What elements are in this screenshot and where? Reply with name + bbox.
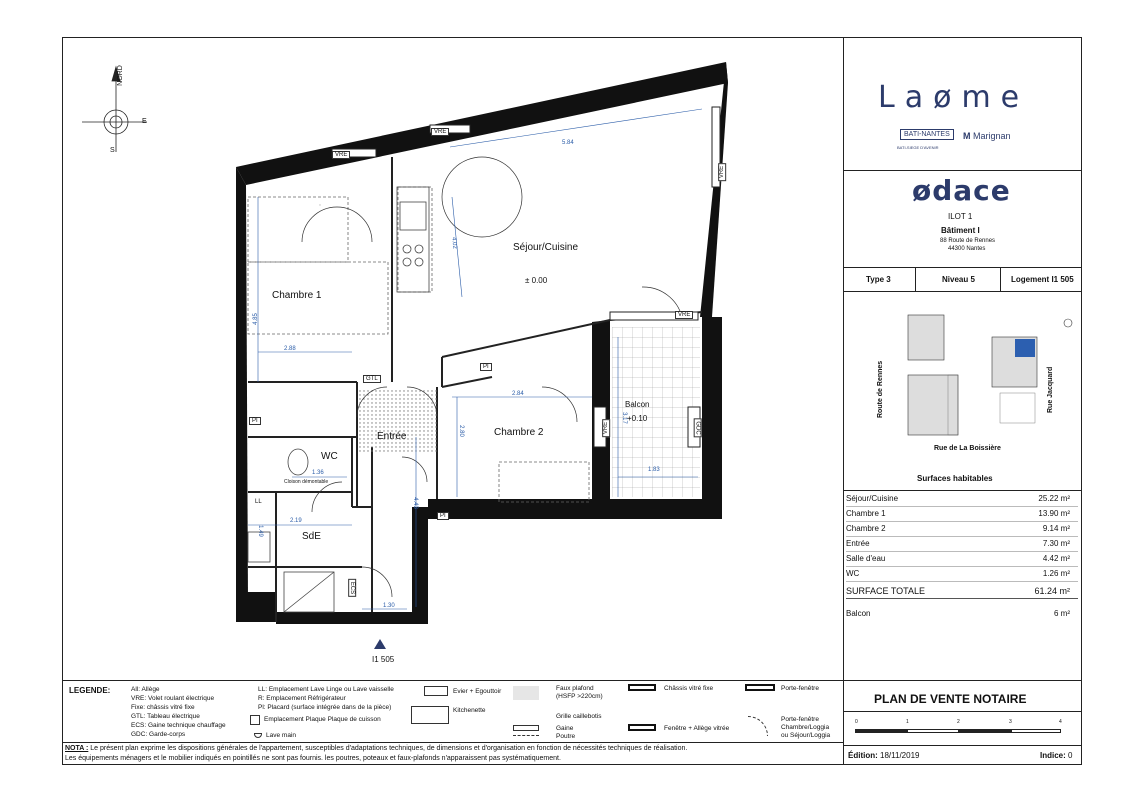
gaine-icon xyxy=(513,725,539,731)
titleblock-divider-bottom xyxy=(843,680,844,765)
floor-plan xyxy=(62,37,843,680)
compass-east-label: E xyxy=(142,118,147,125)
tag-vre: VRE xyxy=(602,419,610,437)
lot-marker-label: I1 505 xyxy=(372,655,395,664)
titleblock-rule xyxy=(843,490,1082,491)
cooktop-icon xyxy=(250,715,260,725)
room-entree-label: Entrée xyxy=(377,431,407,442)
tag-gdc: GDC xyxy=(694,418,702,437)
titleblock-rule xyxy=(843,170,1082,171)
surface-row: Chambre 1 13.90 m² xyxy=(846,507,1078,522)
titleblock-cell-divider xyxy=(1000,267,1001,291)
indice-line: Indice: 0 xyxy=(1040,751,1073,760)
nota-divider xyxy=(62,742,843,743)
room-balcon-label: Balcon xyxy=(625,400,650,409)
address-line1: 88 Route de Rennes xyxy=(940,238,996,244)
tag-gtl: GTL xyxy=(363,375,381,383)
compass-north-label: NORD xyxy=(116,65,124,86)
legend-title: LEGENDE: xyxy=(69,686,111,695)
nota-line2: Les équipements ménagers et le mobilier indiqués en pointillés ne sont pas fournis. les poutres, poteaux et faux-plafonds n'apparaissent pas systématiquement. xyxy=(65,755,561,762)
batiment-label: Bâtiment I xyxy=(941,226,980,235)
legend-item: Pl: Placard (surface intégrée dans de la pièce) xyxy=(258,704,392,711)
tag-vre: VRE xyxy=(718,163,726,181)
dim-label: 4.02 xyxy=(450,236,458,250)
legend-item: GDC: Garde-corps xyxy=(131,731,186,738)
legend-item: Fixe: châssis vitré fixe xyxy=(131,704,195,711)
dim-label: 4.43 xyxy=(411,497,418,509)
titleblock-cell-divider xyxy=(915,267,916,291)
scale-tick: 1 xyxy=(906,719,909,725)
keymap-road1: Route de Rennes xyxy=(877,360,884,418)
logement-label: Logement I1 505 xyxy=(1011,275,1074,284)
room-chambre2-label: Chambre 2 xyxy=(494,427,544,438)
legend-item: Porte-fenêtre xyxy=(781,685,819,692)
tag-vre: VRE xyxy=(675,311,693,319)
surface-row: Chambre 2 9.14 m² xyxy=(846,522,1078,537)
legend-item: ou Séjour/Loggia xyxy=(781,732,831,739)
keymap-road2: Rue Jacquard xyxy=(1047,366,1054,413)
legend-item: Fenêtre + Allège vitrée xyxy=(664,725,730,732)
tag-vre: VRE xyxy=(332,151,350,159)
brand-logo: Laøme xyxy=(878,80,1030,115)
balcon-surface-row: Balcon 6 m² xyxy=(846,609,1070,618)
legend-item: Chambre/Loggia xyxy=(781,724,830,731)
room-wc-label: WC xyxy=(321,451,338,462)
dim-label: 1.30 xyxy=(383,603,395,609)
dim-label: 1.36 xyxy=(312,470,324,476)
surface-row: Entrée 7.30 m² xyxy=(846,537,1078,552)
titleblock-rule xyxy=(843,745,1082,746)
titleblock-rule xyxy=(843,291,1082,292)
scale-bar-segment xyxy=(959,729,1011,733)
dim-label: 4.85 xyxy=(252,313,259,325)
scale-tick: 0 xyxy=(855,719,858,725)
edition-line: Édition: 18/11/2019 xyxy=(848,751,920,760)
legend-item: All: Allège xyxy=(131,686,160,693)
dim-label: 5.84 xyxy=(562,140,574,146)
scale-tick: 2 xyxy=(957,719,960,725)
titleblock-rule xyxy=(843,711,1082,712)
sink-icon xyxy=(424,686,448,696)
partner2-logo: M Marignan xyxy=(963,131,1011,141)
titleblock-rule xyxy=(843,267,1082,268)
surface-total-row: SURFACE TOTALE 61.24 m² xyxy=(846,584,1078,599)
partner1-sub: BATI-SIEGE D'AVENIR xyxy=(897,145,939,150)
legend-item: ECS: Gaine technique chauffage xyxy=(131,722,226,729)
french-door-icon xyxy=(745,684,775,691)
titleblock-divider xyxy=(843,37,844,680)
legend-item: VRE: Volet roulant électrique xyxy=(131,695,215,702)
tag-pi: PI xyxy=(480,363,492,371)
nota-line1: NOTA : Le présent plan exprime les dispositions générales de l'appartement, susceptibles d'adaptations techniques, de dimensions et d'organisation en fonction de nécessités techniques de réalisation. xyxy=(65,745,688,752)
dim-label: 2.84 xyxy=(512,391,524,397)
poutre-icon xyxy=(513,735,539,739)
legend-item: (HSFP >220cm) xyxy=(556,693,603,700)
room-balcon-level: +0.10 xyxy=(627,414,648,423)
scale-bar-segment xyxy=(907,729,959,733)
dim-label: 1.83 xyxy=(648,467,660,473)
legend-item: R: Emplacement Réfrigérateur xyxy=(258,695,346,702)
room-chambre1-label: Chambre 1 xyxy=(272,290,322,301)
dim-label: 2.19 xyxy=(290,518,302,524)
surfaces-title: Surfaces habitables xyxy=(917,474,993,483)
furniture xyxy=(248,187,589,502)
surface-row: WC 1.26 m² xyxy=(846,567,1078,582)
dim-label: 3.17 xyxy=(620,412,627,424)
plan-title: PLAN DE VENTE NOTAIRE xyxy=(874,692,1027,706)
niveau-label: Niveau 5 xyxy=(942,275,975,284)
legend-item: Kitchenette xyxy=(453,707,486,714)
scale-bar-segment xyxy=(855,729,907,733)
tag-pi: PI xyxy=(437,512,449,520)
compass-south-label: S xyxy=(110,147,115,154)
surface-row: Salle d'eau 4.42 m² xyxy=(846,552,1078,567)
entry-marker-arrow xyxy=(374,639,386,649)
tag-pi: PI xyxy=(249,417,261,425)
legend-item: LL: Emplacement Lave Linge ou Lave vaisselle xyxy=(258,686,394,693)
tag-ll: LL xyxy=(255,499,262,505)
legend-item: Poutre xyxy=(556,733,576,740)
scale-tick: 3 xyxy=(1009,719,1012,725)
legend-item: Faux plafond xyxy=(556,685,594,692)
faux-plafond-swatch xyxy=(513,686,539,700)
cloison-label: Cloison démontable xyxy=(284,479,329,485)
scale-bar-segment xyxy=(1011,729,1061,733)
type-label: Type 3 xyxy=(866,275,891,284)
legend-divider xyxy=(62,680,1082,681)
ilot-label: ILOT 1 xyxy=(948,212,973,221)
legend-item: Châssis vitré fixe xyxy=(664,685,714,692)
legend-item: Lave main xyxy=(266,732,296,739)
legend-item: GTL: Tableau électrique xyxy=(131,713,200,720)
fixed-window-icon xyxy=(628,684,656,691)
legend-item: Grille caillebotis xyxy=(556,713,602,720)
dim-label: 2.88 xyxy=(284,346,296,352)
dim-label: 2.80 xyxy=(457,425,464,437)
room-sejour-level: ± 0.00 xyxy=(525,276,548,285)
window-icon xyxy=(628,724,656,731)
legend-item: Emplacement Plaque Plaque de cuisson xyxy=(264,716,381,723)
room-sejour-label: Séjour/Cuisine xyxy=(513,242,579,253)
partner1-logo: BATI-NANTES xyxy=(900,129,954,140)
program-logo: ødace xyxy=(912,174,1011,207)
tag-ecs: ECS xyxy=(348,579,356,597)
legend-item: Gaine xyxy=(556,725,574,732)
address-line2: 44300 Nantes xyxy=(948,246,986,252)
tag-vre: VRE xyxy=(431,128,449,136)
entree-hatch xyxy=(359,390,437,452)
keymap-highlight xyxy=(1015,339,1035,357)
room-sde-label: SdE xyxy=(302,531,321,542)
keymap-road3: Rue de La Boissière xyxy=(934,445,1001,452)
compass-rose xyxy=(82,67,147,152)
legend-item: Evier + Egouttoir xyxy=(453,688,502,695)
keymap-compass-icon xyxy=(1064,319,1072,327)
surface-row: Séjour/Cuisine 25.22 m² xyxy=(846,492,1078,507)
scale-tick: 4 xyxy=(1059,719,1062,725)
dim-label: 1.49 xyxy=(256,525,263,537)
legend-item: Porte-fenêtre xyxy=(781,716,819,723)
kitchenette-icon xyxy=(411,706,449,724)
